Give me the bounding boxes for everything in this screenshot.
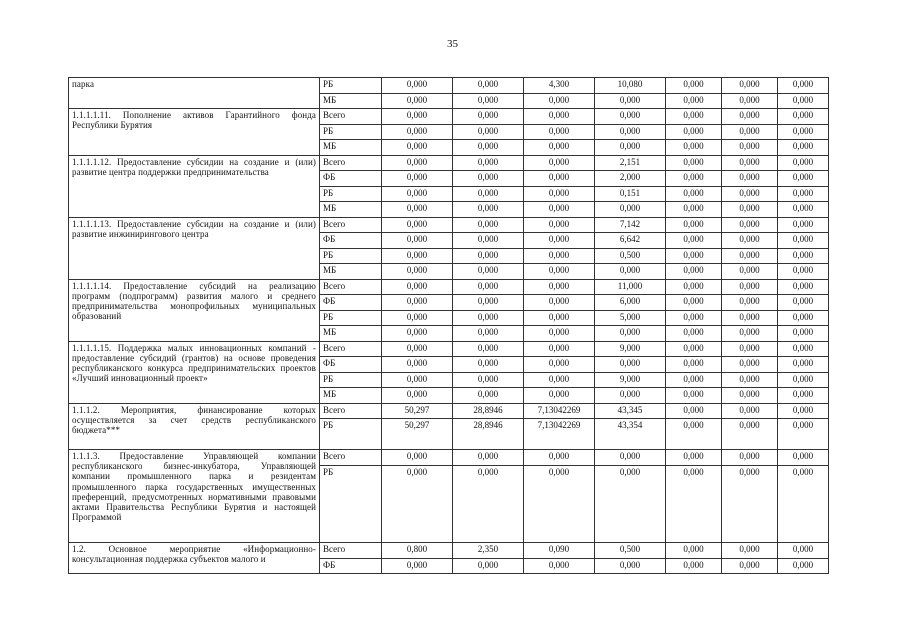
funding-source: Всего bbox=[320, 543, 382, 559]
amount-cell: 0,000 bbox=[778, 543, 829, 559]
amount-cell: 0,000 bbox=[666, 419, 722, 450]
amount-cell: 0,000 bbox=[666, 403, 722, 419]
funding-source: Всего bbox=[320, 450, 382, 466]
amount-cell: 0,000 bbox=[453, 310, 524, 326]
table-row bbox=[69, 341, 829, 357]
funding-source: РБ bbox=[320, 248, 382, 264]
amount-cell: 0,000 bbox=[382, 295, 453, 311]
amount-cell: 50,297 bbox=[382, 419, 453, 450]
amount-cell: 0,000 bbox=[524, 155, 595, 171]
measure-description: 1.2. Основное мероприятие «Информационно-консультационная поддержка субъектов малого и bbox=[69, 543, 320, 574]
amount-cell: 0,000 bbox=[382, 388, 453, 404]
amount-cell: 0,000 bbox=[524, 558, 595, 574]
amount-cell: 0,000 bbox=[778, 388, 829, 404]
amount-cell: 6,642 bbox=[595, 233, 666, 249]
amount-cell: 0,000 bbox=[722, 217, 778, 233]
amount-cell: 0,000 bbox=[778, 186, 829, 202]
amount-cell: 0,090 bbox=[524, 543, 595, 559]
funding-source: Всего bbox=[320, 279, 382, 295]
amount-cell: 0,000 bbox=[453, 171, 524, 187]
funding-source: МБ bbox=[320, 202, 382, 218]
amount-cell: 0,000 bbox=[382, 310, 453, 326]
amount-cell: 0,000 bbox=[382, 93, 453, 109]
amount-cell: 0,000 bbox=[778, 357, 829, 373]
amount-cell: 0,000 bbox=[666, 310, 722, 326]
amount-cell: 0,000 bbox=[453, 155, 524, 171]
amount-cell: 0,000 bbox=[722, 109, 778, 125]
page-number: 35 bbox=[447, 38, 458, 50]
amount-cell: 2,151 bbox=[595, 155, 666, 171]
amount-cell: 28,8946 bbox=[453, 419, 524, 450]
amount-cell: 0,000 bbox=[524, 326, 595, 342]
amount-cell: 0,000 bbox=[382, 558, 453, 574]
amount-cell: 0,000 bbox=[722, 155, 778, 171]
amount-cell: 0,000 bbox=[666, 217, 722, 233]
measure-description: 1.1.1.1.12. Предоставление субсидии на создание и (или) развитие центра поддержки предпринимательства bbox=[69, 155, 320, 217]
amount-cell: 0,000 bbox=[778, 171, 829, 187]
funding-source: ФБ bbox=[320, 295, 382, 311]
amount-cell: 0,000 bbox=[722, 357, 778, 373]
amount-cell: 0,000 bbox=[778, 202, 829, 218]
funding-source: ФБ bbox=[320, 357, 382, 373]
funding-source: ФБ bbox=[320, 558, 382, 574]
amount-cell: 0,000 bbox=[524, 171, 595, 187]
amount-cell: 0,000 bbox=[666, 264, 722, 280]
amount-cell: 28,8946 bbox=[453, 403, 524, 419]
amount-cell: 0,000 bbox=[666, 465, 722, 543]
amount-cell: 0,000 bbox=[382, 248, 453, 264]
amount-cell: 7,13042269 bbox=[524, 403, 595, 419]
amount-cell: 0,000 bbox=[666, 155, 722, 171]
amount-cell: 0,000 bbox=[722, 186, 778, 202]
funding-source: РБ bbox=[320, 78, 382, 94]
amount-cell: 0,000 bbox=[382, 326, 453, 342]
amount-cell: 0,000 bbox=[524, 279, 595, 295]
amount-cell: 0,000 bbox=[722, 279, 778, 295]
table-row bbox=[69, 450, 829, 466]
funding-source: РБ bbox=[320, 372, 382, 388]
measure-description: 1.1.1.1.13. Предоставление субсидии на создание и (или) развитие инжинирингового центра bbox=[69, 217, 320, 279]
funding-source: МБ bbox=[320, 140, 382, 156]
funding-source: МБ bbox=[320, 93, 382, 109]
amount-cell: 0,000 bbox=[666, 295, 722, 311]
amount-cell: 0,000 bbox=[595, 558, 666, 574]
amount-cell: 0,000 bbox=[524, 341, 595, 357]
amount-cell: 0,000 bbox=[666, 233, 722, 249]
table-row bbox=[69, 217, 829, 233]
amount-cell: 0,000 bbox=[778, 279, 829, 295]
amount-cell: 0,000 bbox=[778, 140, 829, 156]
amount-cell: 0,000 bbox=[722, 171, 778, 187]
amount-cell: 0,000 bbox=[524, 357, 595, 373]
amount-cell: 9,000 bbox=[595, 372, 666, 388]
amount-cell: 0,000 bbox=[595, 124, 666, 140]
amount-cell: 0,000 bbox=[778, 295, 829, 311]
amount-cell: 0,000 bbox=[778, 310, 829, 326]
amount-cell: 0,000 bbox=[666, 372, 722, 388]
measure-description: парка bbox=[69, 78, 320, 109]
amount-cell: 0,000 bbox=[453, 233, 524, 249]
amount-cell: 0,000 bbox=[524, 140, 595, 156]
funding-source: Всего bbox=[320, 155, 382, 171]
amount-cell: 0,000 bbox=[595, 326, 666, 342]
amount-cell: 0,000 bbox=[722, 543, 778, 559]
amount-cell: 0,000 bbox=[666, 341, 722, 357]
amount-cell: 0,000 bbox=[778, 248, 829, 264]
amount-cell: 0,000 bbox=[453, 295, 524, 311]
measure-description: 1.1.1.1.15. Поддержка малых инновационных компаний - предоставление субсидий (грантов) на основе проведения республиканского конкурса предпринимательских проектов «Лучший инновационный проект» bbox=[69, 341, 320, 403]
amount-cell: 0,000 bbox=[722, 140, 778, 156]
table-row bbox=[69, 78, 829, 94]
amount-cell: 0,000 bbox=[453, 140, 524, 156]
table-row bbox=[69, 109, 829, 125]
amount-cell: 0,000 bbox=[778, 155, 829, 171]
amount-cell: 0,000 bbox=[453, 93, 524, 109]
funding-source: ФБ bbox=[320, 171, 382, 187]
amount-cell: 0,000 bbox=[778, 109, 829, 125]
amount-cell: 0,000 bbox=[666, 279, 722, 295]
amount-cell: 0,000 bbox=[666, 109, 722, 125]
measure-description: 1.1.1.2. Мероприятия, финансирование которых осуществляется за счет средств республиканского бюджета*** bbox=[69, 403, 320, 450]
amount-cell: 0,000 bbox=[666, 202, 722, 218]
amount-cell: 0,000 bbox=[722, 372, 778, 388]
amount-cell: 0,000 bbox=[595, 140, 666, 156]
funding-source: МБ bbox=[320, 388, 382, 404]
amount-cell: 2,000 bbox=[595, 171, 666, 187]
amount-cell: 0,000 bbox=[453, 341, 524, 357]
amount-cell: 0,000 bbox=[382, 109, 453, 125]
funding-source: РБ bbox=[320, 419, 382, 450]
amount-cell: 0,000 bbox=[382, 372, 453, 388]
amount-cell: 0,000 bbox=[382, 217, 453, 233]
amount-cell: 0,000 bbox=[722, 93, 778, 109]
amount-cell: 0,000 bbox=[453, 558, 524, 574]
amount-cell: 0,000 bbox=[722, 233, 778, 249]
amount-cell: 0,000 bbox=[453, 202, 524, 218]
amount-cell: 0,000 bbox=[453, 186, 524, 202]
amount-cell: 0,000 bbox=[778, 465, 829, 543]
amount-cell: 0,000 bbox=[666, 558, 722, 574]
amount-cell: 0,000 bbox=[722, 310, 778, 326]
amount-cell: 0,000 bbox=[382, 233, 453, 249]
amount-cell: 0,000 bbox=[778, 419, 829, 450]
amount-cell: 9,000 bbox=[595, 341, 666, 357]
amount-cell: 4,300 bbox=[524, 78, 595, 94]
amount-cell: 0,800 bbox=[382, 543, 453, 559]
amount-cell: 0,000 bbox=[382, 450, 453, 466]
amount-cell: 0,000 bbox=[722, 558, 778, 574]
amount-cell: 0,500 bbox=[595, 543, 666, 559]
amount-cell: 0,000 bbox=[778, 264, 829, 280]
amount-cell: 0,000 bbox=[453, 357, 524, 373]
amount-cell: 50,297 bbox=[382, 403, 453, 419]
amount-cell: 0,000 bbox=[524, 186, 595, 202]
amount-cell: 0,000 bbox=[524, 310, 595, 326]
amount-cell: 0,000 bbox=[595, 465, 666, 543]
funding-source: Всего bbox=[320, 217, 382, 233]
funding-source: ФБ bbox=[320, 233, 382, 249]
measure-description: 1.1.1.1.11. Пополнение активов Гарантийного фонда Республики Бурятия bbox=[69, 109, 320, 156]
amount-cell: 0,000 bbox=[382, 78, 453, 94]
amount-cell: 0,000 bbox=[453, 450, 524, 466]
amount-cell: 0,000 bbox=[382, 357, 453, 373]
amount-cell: 0,000 bbox=[722, 295, 778, 311]
amount-cell: 0,000 bbox=[666, 357, 722, 373]
amount-cell: 0,000 bbox=[722, 341, 778, 357]
funding-source: РБ bbox=[320, 186, 382, 202]
amount-cell: 0,000 bbox=[722, 388, 778, 404]
amount-cell: 0,500 bbox=[595, 248, 666, 264]
amount-cell: 0,000 bbox=[595, 357, 666, 373]
amount-cell: 0,000 bbox=[722, 326, 778, 342]
amount-cell: 0,000 bbox=[778, 372, 829, 388]
amount-cell: 0,000 bbox=[778, 326, 829, 342]
amount-cell: 0,000 bbox=[595, 450, 666, 466]
amount-cell: 0,000 bbox=[595, 93, 666, 109]
amount-cell: 0,000 bbox=[722, 450, 778, 466]
amount-cell: 0,000 bbox=[453, 388, 524, 404]
amount-cell: 0,000 bbox=[382, 124, 453, 140]
amount-cell: 0,000 bbox=[666, 450, 722, 466]
amount-cell: 10,080 bbox=[595, 78, 666, 94]
amount-cell: 0,000 bbox=[382, 140, 453, 156]
amount-cell: 5,000 bbox=[595, 310, 666, 326]
amount-cell: 0,000 bbox=[666, 140, 722, 156]
amount-cell: 0,000 bbox=[453, 326, 524, 342]
amount-cell: 0,000 bbox=[778, 78, 829, 94]
amount-cell: 0,000 bbox=[453, 465, 524, 543]
amount-cell: 0,000 bbox=[382, 186, 453, 202]
amount-cell: 0,000 bbox=[722, 202, 778, 218]
table-row bbox=[69, 155, 829, 171]
amount-cell: 0,000 bbox=[722, 403, 778, 419]
amount-cell: 0,000 bbox=[524, 124, 595, 140]
amount-cell: 0,000 bbox=[778, 233, 829, 249]
amount-cell: 0,000 bbox=[778, 341, 829, 357]
funding-source: РБ bbox=[320, 465, 382, 543]
amount-cell: 0,000 bbox=[595, 264, 666, 280]
amount-cell: 0,000 bbox=[778, 558, 829, 574]
amount-cell: 0,000 bbox=[453, 78, 524, 94]
amount-cell: 0,000 bbox=[722, 419, 778, 450]
funding-source: РБ bbox=[320, 124, 382, 140]
amount-cell: 0,000 bbox=[778, 217, 829, 233]
amount-cell: 0,000 bbox=[722, 465, 778, 543]
amount-cell: 0,000 bbox=[524, 233, 595, 249]
amount-cell: 0,000 bbox=[382, 202, 453, 218]
amount-cell: 0,000 bbox=[722, 124, 778, 140]
amount-cell: 0,000 bbox=[382, 279, 453, 295]
funding-source: Всего bbox=[320, 341, 382, 357]
amount-cell: 0,000 bbox=[382, 465, 453, 543]
amount-cell: 0,000 bbox=[524, 450, 595, 466]
amount-cell: 6,000 bbox=[595, 295, 666, 311]
amount-cell: 7,142 bbox=[595, 217, 666, 233]
funding-source: МБ bbox=[320, 326, 382, 342]
amount-cell: 0,000 bbox=[524, 202, 595, 218]
amount-cell: 0,000 bbox=[453, 372, 524, 388]
amount-cell: 0,000 bbox=[524, 372, 595, 388]
funding-source: Всего bbox=[320, 403, 382, 419]
table-row bbox=[69, 279, 829, 295]
amount-cell: 0,000 bbox=[722, 78, 778, 94]
measure-description: 1.1.1.3. Предоставление Управляющей компании республиканского бизнес-инкубатора, Управляющей компании промышленного парка и резидентам промышленного парка государственных имущественных преференций, предусмотренных нормативными правовыми актами Правительства Республики Бурятия и настоящей Программой bbox=[69, 450, 320, 543]
amount-cell: 0,000 bbox=[666, 124, 722, 140]
amount-cell: 0,000 bbox=[524, 248, 595, 264]
budget-table bbox=[68, 77, 829, 574]
amount-cell: 43,345 bbox=[595, 403, 666, 419]
amount-cell: 0,000 bbox=[524, 93, 595, 109]
amount-cell: 0,000 bbox=[453, 217, 524, 233]
amount-cell: 0,000 bbox=[666, 248, 722, 264]
amount-cell: 0,000 bbox=[453, 109, 524, 125]
amount-cell: 0,000 bbox=[595, 202, 666, 218]
amount-cell: 0,000 bbox=[453, 248, 524, 264]
amount-cell: 0,000 bbox=[382, 155, 453, 171]
amount-cell: 0,000 bbox=[666, 186, 722, 202]
amount-cell: 0,000 bbox=[595, 388, 666, 404]
amount-cell: 0,000 bbox=[524, 264, 595, 280]
funding-source: МБ bbox=[320, 264, 382, 280]
table-row bbox=[69, 543, 829, 559]
amount-cell: 0,000 bbox=[524, 109, 595, 125]
amount-cell: 2,350 bbox=[453, 543, 524, 559]
amount-cell: 0,000 bbox=[778, 450, 829, 466]
amount-cell: 0,000 bbox=[453, 124, 524, 140]
amount-cell: 0,000 bbox=[453, 279, 524, 295]
amount-cell: 0,000 bbox=[722, 264, 778, 280]
amount-cell: 0,000 bbox=[382, 264, 453, 280]
amount-cell: 0,000 bbox=[524, 217, 595, 233]
amount-cell: 0,000 bbox=[666, 388, 722, 404]
amount-cell: 0,000 bbox=[778, 93, 829, 109]
amount-cell: 0,000 bbox=[722, 248, 778, 264]
amount-cell: 0,000 bbox=[524, 388, 595, 404]
amount-cell: 11,000 bbox=[595, 279, 666, 295]
funding-source: РБ bbox=[320, 310, 382, 326]
amount-cell: 0,000 bbox=[666, 78, 722, 94]
amount-cell: 0,000 bbox=[453, 264, 524, 280]
amount-cell: 0,000 bbox=[524, 465, 595, 543]
funding-source: Всего bbox=[320, 109, 382, 125]
amount-cell: 0,151 bbox=[595, 186, 666, 202]
amount-cell: 0,000 bbox=[666, 543, 722, 559]
amount-cell: 43,354 bbox=[595, 419, 666, 450]
amount-cell: 0,000 bbox=[778, 403, 829, 419]
amount-cell: 0,000 bbox=[382, 171, 453, 187]
amount-cell: 0,000 bbox=[382, 341, 453, 357]
table-row bbox=[69, 403, 829, 419]
amount-cell: 7,13042269 bbox=[524, 419, 595, 450]
measure-description: 1.1.1.1.14. Предоставление субсидий на реализацию программ (подпрограмм) развития малого и среднего предпринимательства монопрофильных муниципальных образований bbox=[69, 279, 320, 341]
amount-cell: 0,000 bbox=[595, 109, 666, 125]
amount-cell: 0,000 bbox=[524, 295, 595, 311]
amount-cell: 0,000 bbox=[666, 171, 722, 187]
amount-cell: 0,000 bbox=[666, 326, 722, 342]
amount-cell: 0,000 bbox=[778, 124, 829, 140]
amount-cell: 0,000 bbox=[666, 93, 722, 109]
